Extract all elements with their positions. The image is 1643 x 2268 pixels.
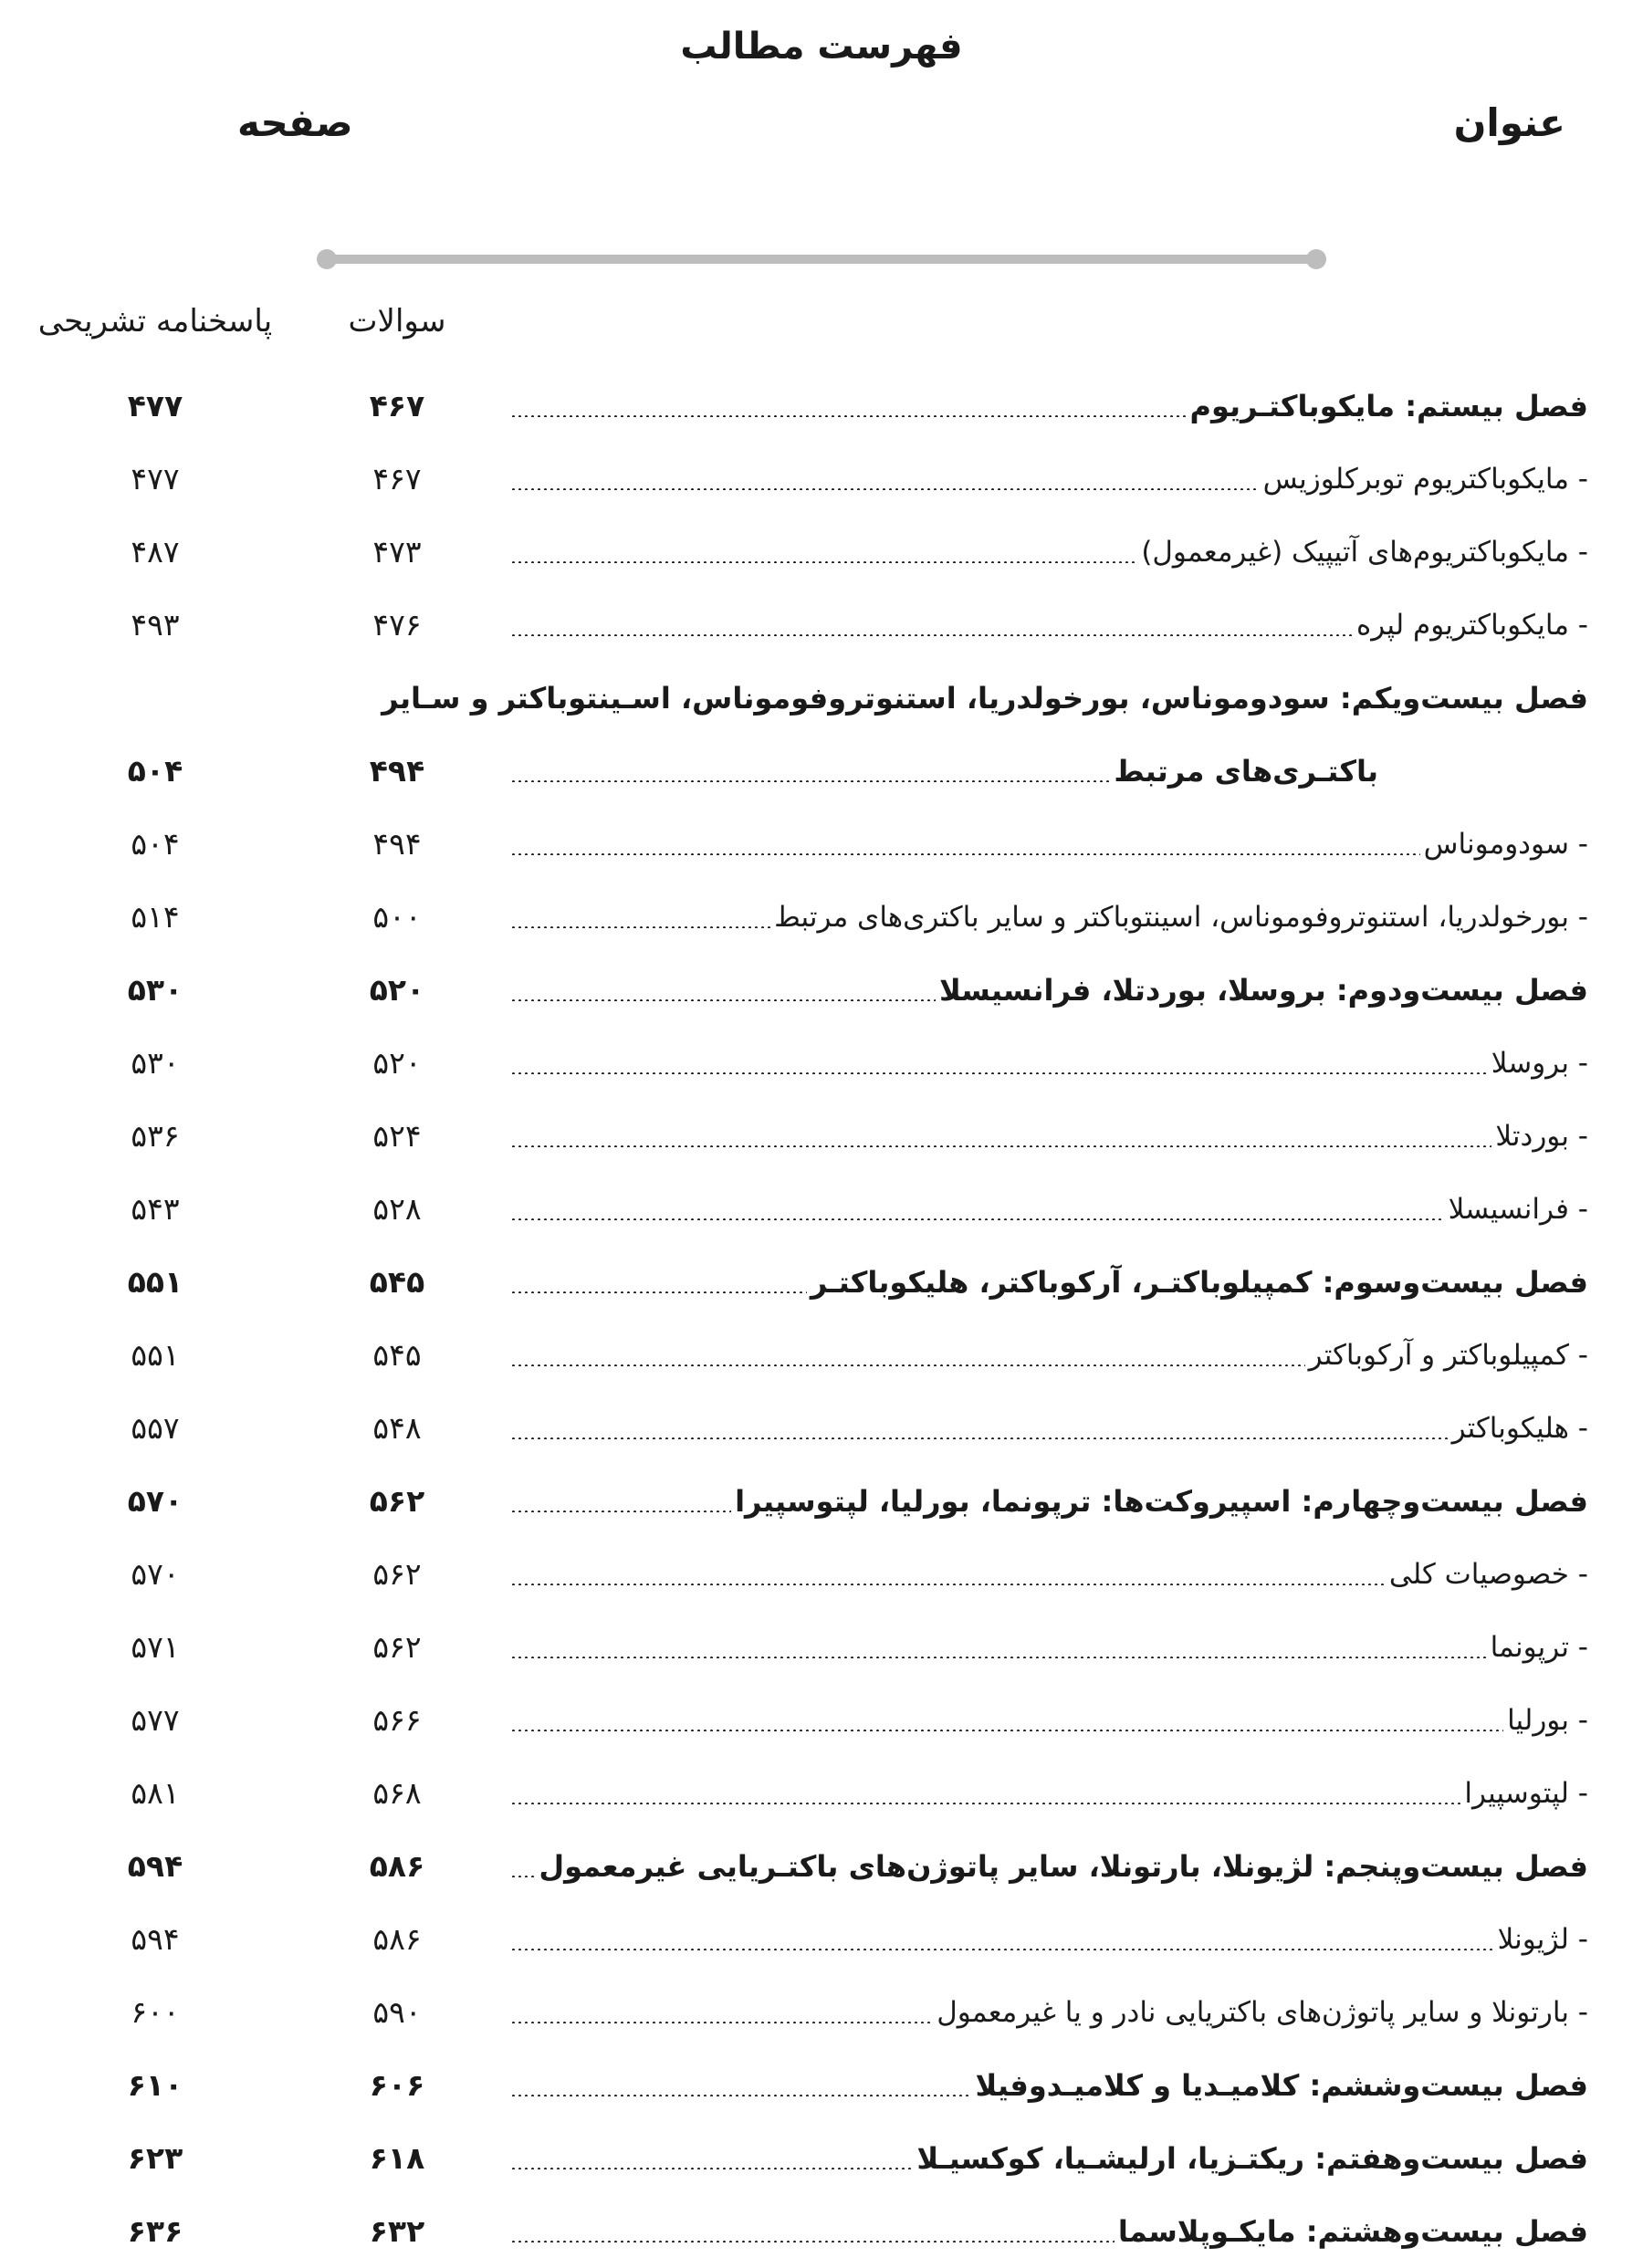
- entry-title: [507, 443, 1588, 516]
- entry-title: [507, 1830, 1588, 1903]
- entry-question-page: ۵۴۸: [372, 1410, 422, 1446]
- entry-question-page: ۵۲۸: [372, 1191, 422, 1227]
- entry-answer-page: ۵۸۱: [131, 1775, 180, 1811]
- entry-question-page: ۶۱۸: [369, 2140, 425, 2176]
- entry-title: [507, 589, 1588, 662]
- leader-dots: [510, 488, 1260, 490]
- entry-answer-page: ۵۰۴: [127, 753, 183, 789]
- entry-text: - کمپیلوباکتر و آرکوباکتر: [1308, 1339, 1588, 1372]
- entry-answer-page: ۴۷۷: [131, 461, 180, 496]
- leader-dots: [510, 634, 1353, 636]
- entry-answer-page: ۴۹۳: [131, 607, 180, 643]
- toc-entry: [0, 2049, 1643, 2122]
- entry-question-page: ۴۷۶: [372, 607, 422, 643]
- entry-question-page: ۴۶۷: [372, 461, 422, 496]
- entry-question-page: ۵۶۲: [369, 1483, 425, 1519]
- entry-title: [507, 1246, 1588, 1319]
- entry-question-page: ۵۴۵: [369, 1264, 425, 1300]
- entry-answer-page: ۵۷۱: [131, 1629, 180, 1665]
- entry-title: [507, 1319, 1588, 1392]
- entry-title: [507, 2049, 1588, 2122]
- entry-title: [507, 1392, 1588, 1465]
- leader-dots: [510, 853, 1420, 855]
- entry-question-page: ۶۳۲: [369, 2213, 425, 2249]
- leader-dots: [510, 2168, 913, 2169]
- entry-question-page: ۵۲۰: [369, 972, 425, 1008]
- entry-answer-page: ۵۳۶: [131, 1118, 180, 1154]
- entry-text: - بورلیا: [1507, 1704, 1588, 1737]
- leader-dots: [510, 1510, 731, 1512]
- entry-text: - مایکوباکتریوم‌های آتیپیک (غیرمعمول): [1141, 536, 1588, 569]
- toc-entry: [0, 954, 1643, 1027]
- column-header-answers: پاسخنامه تشریحی: [37, 303, 273, 340]
- leader-dots: [510, 1876, 535, 1877]
- entry-answer-page: ۶۱۰: [127, 2067, 183, 2103]
- toc-entry: [0, 1976, 1643, 2049]
- leader-dots: [510, 561, 1137, 563]
- leader-dots: [510, 1657, 1487, 1658]
- toc-entry: [0, 1830, 1643, 1903]
- entry-question-page: ۵۰۰: [372, 899, 422, 935]
- leader-dots: [510, 780, 1110, 782]
- entry-title: [507, 1611, 1588, 1684]
- leader-dots: [510, 1072, 1488, 1074]
- toc-entry: [0, 1246, 1643, 1319]
- entry-title: [507, 2122, 1588, 2195]
- entry-answer-page: ۵۵۷: [131, 1410, 180, 1446]
- entry-answer-page: ۵۵۱: [127, 1264, 183, 1300]
- entry-answer-page: ۵۷۷: [131, 1702, 180, 1738]
- entry-title: [507, 808, 1588, 881]
- entry-text: - بوردتلا: [1495, 1120, 1588, 1153]
- column-header-page: صفحه: [237, 100, 353, 145]
- entry-title: [507, 1027, 1588, 1100]
- entry-answer-page: ۵۹۴: [127, 1848, 183, 1884]
- entry-answer-page: ۴۷۷: [127, 388, 183, 423]
- entry-question-page: ۴۹۴: [369, 753, 425, 789]
- entry-title: [507, 881, 1588, 954]
- entry-text: - مایکوباکتریوم توبرکلوزیس: [1262, 463, 1588, 496]
- entry-question-page: ۶۰۶: [369, 2067, 425, 2103]
- leader-dots: [510, 415, 1186, 417]
- leader-dots: [510, 1583, 1386, 1585]
- leader-dots: [510, 1145, 1491, 1147]
- entry-title: [507, 1757, 1588, 1830]
- entry-text: - بارتونلا و سایر پاتوژن‌های باکتریایی نادر و یا غیرمعمول: [937, 1996, 1588, 2029]
- entry-title: [507, 1465, 1588, 1538]
- entry-title: [507, 1976, 1588, 2049]
- entry-answer-page: ۵۵۱: [131, 1337, 180, 1373]
- leader-dots: [510, 999, 936, 1001]
- entry-text: باکتـری‌های مرتبط: [1114, 754, 1378, 789]
- header-divider: [324, 255, 1319, 264]
- entry-title: [507, 516, 1588, 589]
- entry-text: فصل بیست‌وهفتم: ریکتـزیا، ارلیشـیا، کوکسیـلا: [916, 2141, 1588, 2176]
- entry-text: - لپتوسپیرا: [1464, 1777, 1588, 1810]
- entry-text: - فرانسیسلا: [1448, 1193, 1588, 1226]
- entry-title: [507, 1538, 1588, 1611]
- entry-question-page: ۵۶۸: [372, 1775, 422, 1811]
- entry-answer-page: ۵۹۴: [131, 1921, 180, 1957]
- toc-entry: [0, 589, 1643, 662]
- entry-text: - لژیونلا: [1497, 1923, 1588, 1956]
- entry-text: فصل بیست‌وچهارم: اسپیروکت‌ها: ترپونما، بورلیا، لپتوسپیرا: [735, 1484, 1588, 1519]
- leader-dots: [510, 1803, 1460, 1804]
- entry-text: - بورخولدریا، استنوتروفوموناس، اسینتوباکتر و سایر باکتری‌های مرتبط: [774, 901, 1588, 934]
- leader-dots: [510, 2241, 1115, 2242]
- entry-answer-page: ۵۳۰: [131, 1045, 180, 1081]
- entry-title: [507, 954, 1588, 1027]
- entry-answer-page: ۵۷۰: [127, 1483, 183, 1519]
- entry-question-page: ۴۷۳: [372, 534, 422, 570]
- entry-title: [507, 1684, 1588, 1757]
- entry-text: فصل بیست‌وپنجم: لژیونلا، بارتونلا، سایر پاتوژن‌های باکتـریایی غیرمعمول: [539, 1849, 1588, 1884]
- entry-answer-page: ۶۳۶: [127, 2213, 183, 2249]
- toc-entry: [0, 1465, 1643, 1538]
- entry-title-line1: فصل بیست‌ویکم: سودوموناس، بورخولدریا، استنوتروفوموناس، اسـینتوباکتر و سـایر: [382, 681, 1588, 716]
- entry-title: [507, 735, 1588, 808]
- entry-text: - سودوموناس: [1423, 828, 1588, 861]
- entry-question-page: ۵۸۶: [369, 1848, 425, 1884]
- entry-question-page: ۵۸۶: [372, 1921, 422, 1957]
- entry-answer-page: ۵۳۰: [127, 972, 183, 1008]
- entry-question-page: ۵۹۰: [372, 1994, 422, 2030]
- column-header-questions: سوالات: [348, 303, 446, 340]
- leader-dots: [510, 1437, 1449, 1439]
- entry-text: - ترپونما: [1490, 1631, 1588, 1664]
- leader-dots: [510, 1291, 807, 1293]
- entry-question-page: ۵۶۶: [372, 1702, 422, 1738]
- page-title: فهرست مطالب: [680, 26, 963, 68]
- toc-entry: [0, 808, 1643, 881]
- entry-answer-page: ۵۷۰: [131, 1556, 180, 1592]
- entry-title: [507, 370, 1588, 443]
- entry-text: - خصوصیات کلی: [1388, 1558, 1588, 1591]
- leader-dots: [510, 1730, 1503, 1731]
- entry-question-page: ۴۹۴: [372, 826, 422, 862]
- entry-title: [507, 1100, 1588, 1173]
- entry-text: فصل بیست‌ودوم: بروسلا، بوردتلا، فرانسیسلا: [938, 973, 1588, 1008]
- toc-entry: [0, 1538, 1643, 1611]
- toc-entry: [0, 1757, 1643, 1830]
- toc-entry: [0, 1903, 1643, 1976]
- entry-question-page: ۵۲۰: [372, 1045, 422, 1081]
- entry-question-page: ۵۲۴: [372, 1118, 422, 1154]
- entry-answer-page: ۵۱۴: [131, 899, 180, 935]
- leader-dots: [510, 2022, 933, 2023]
- entry-answer-page: ۴۸۷: [131, 534, 180, 570]
- entry-text: - مایکوباکتریوم لپره: [1356, 609, 1588, 642]
- toc-entry: [0, 1684, 1643, 1757]
- leader-dots: [510, 2095, 972, 2096]
- entry-text: فصل بیست‌وهشتم: مایکـوپلاسما: [1117, 2214, 1588, 2249]
- entry-title: [507, 1903, 1588, 1976]
- entry-title: [507, 2195, 1588, 2268]
- toc-entry: [0, 662, 1643, 808]
- toc-entry: [0, 1100, 1643, 1173]
- toc-entry: [0, 2122, 1643, 2195]
- toc-entry: [0, 881, 1643, 954]
- entry-answer-page: ۵۰۴: [131, 826, 180, 862]
- entry-question-page: ۵۶۲: [372, 1629, 422, 1665]
- toc-entry: [0, 516, 1643, 589]
- divider-left-dot: [317, 249, 337, 269]
- toc-entry: [0, 443, 1643, 516]
- entry-text: فصل بیست‌وششم: کلامیـدیا و کلامیـدوفیلا: [975, 2068, 1588, 2103]
- entry-text: فصل بیستم: مایکوباکتـریوم: [1189, 389, 1588, 423]
- toc-entry: [0, 1611, 1643, 1684]
- leader-dots: [510, 1218, 1445, 1220]
- toc-entry: [0, 1173, 1643, 1246]
- entry-question-page: ۵۴۵: [372, 1337, 422, 1373]
- toc-entry: [0, 370, 1643, 443]
- entry-text: - هلیکوباکتر: [1451, 1412, 1588, 1445]
- toc-entry: [0, 1392, 1643, 1465]
- toc-entry: [0, 1319, 1643, 1392]
- column-header-title: عنوان: [1453, 100, 1565, 145]
- leader-dots: [510, 926, 770, 928]
- entry-title: [507, 1173, 1588, 1246]
- toc-entry: [0, 2195, 1643, 2268]
- entry-question-page: ۴۶۷: [369, 388, 425, 423]
- entry-answer-page: ۶۲۳: [127, 2140, 183, 2176]
- leader-dots: [510, 1949, 1494, 1950]
- toc-entry: [0, 1027, 1643, 1100]
- divider-right-dot: [1306, 249, 1326, 269]
- entry-answer-page: ۶۰۰: [131, 1994, 180, 2030]
- entry-question-page: ۵۶۲: [372, 1556, 422, 1592]
- entry-answer-page: ۵۴۳: [131, 1191, 180, 1227]
- leader-dots: [510, 1364, 1305, 1366]
- entry-text: - بروسلا: [1491, 1047, 1588, 1080]
- entry-text: فصل بیست‌وسوم: کمپیلوباکتـر، آرکوباکتر، هلیکوباکتـر: [810, 1265, 1588, 1300]
